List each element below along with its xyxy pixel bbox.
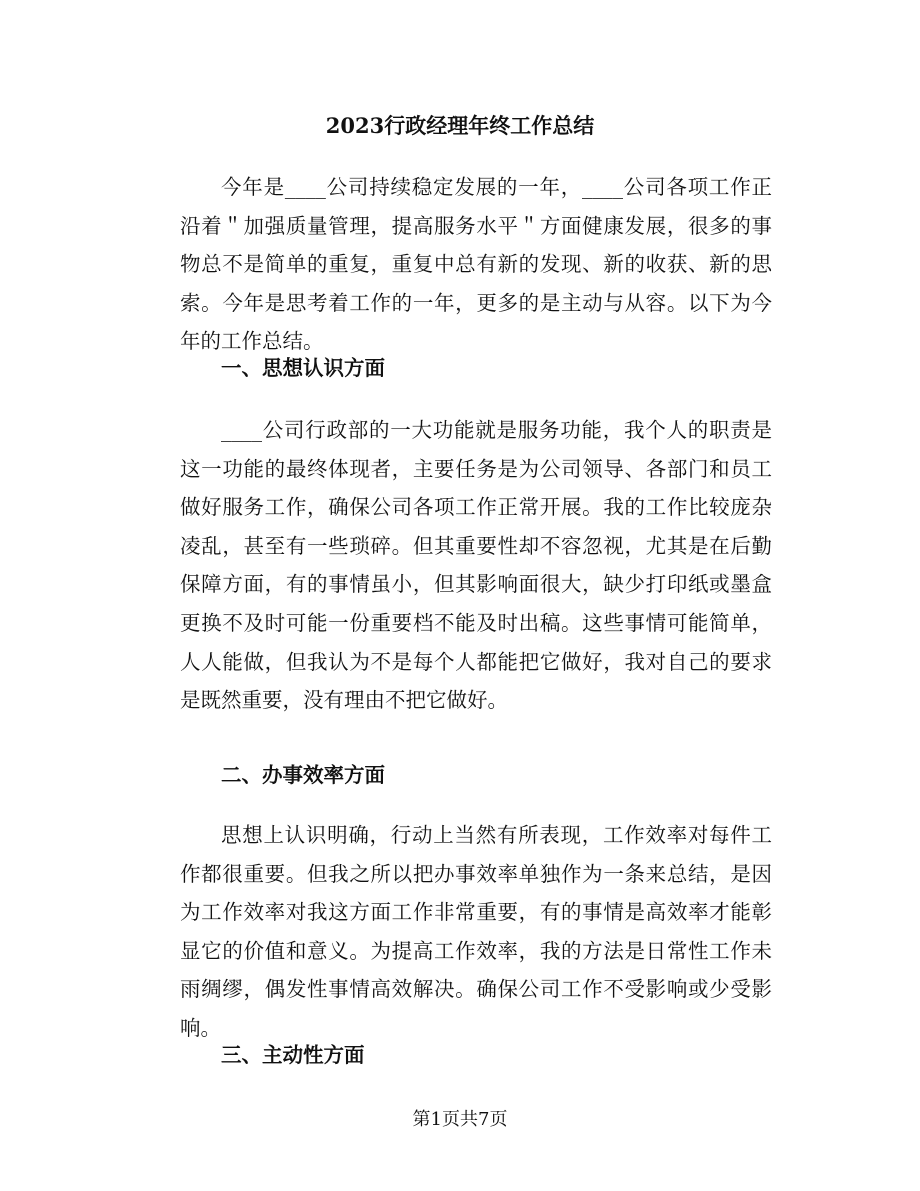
- section-heading-thinking: 一、思想认识方面: [221, 356, 385, 380]
- section-heading-initiative: 三、主动性方面: [221, 1043, 365, 1067]
- section-heading-efficiency: 二、办事效率方面: [221, 763, 385, 787]
- page-number-footer: 第1页共7页: [412, 1109, 508, 1130]
- intro-paragraph: 今年是____公司持续稳定发展的一年，____公司各项工作正沿着＂加强质量管理，提高服务水平＂方面健康发展，很多的事物总不是简单的重复，重复中总有新的发现、新的收获、新的思索。今年是思考着工作的一年，更多的是主动与从容。以下为今年的工作总结。: [180, 175, 772, 354]
- section-paragraph-thinking: ____公司行政部的一大功能就是服务功能，我个人的职责是这一功能的最终体现者，主要任务是为公司领导、各部门和员工做好服务工作，确保公司各项工作正常开展。我的工作比较庞杂凌乱，甚至有一些琐碎。但其重要性却不容忽视，尤其是在后勤保障方面，有的事情虽小，但其影响面很大，缺少打印纸或墨盒更换不及时可能一份重要档不能及时出稿。这些事情可能简单，人人能做，但我认为不是每个人都能把它做好，我对自己的要求是既然重要，没有理由不把它做好。: [180, 418, 772, 713]
- document-title: 2023行政经理年终工作总结: [325, 113, 595, 138]
- section-paragraph-efficiency: 思想上认识明确，行动上当然有所表现，工作效率对每件工作都很重要。但我之所以把办事效率单独作为一条来总结，是因为工作效率对我这方面工作非常重要，有的事情是高效率才能彰显它的价值和意义。为提高工作效率，我的方法是日常性工作未雨绸缪，偶发性事情高效解决。确保公司工作不受影响或少受影响。: [180, 823, 772, 1040]
